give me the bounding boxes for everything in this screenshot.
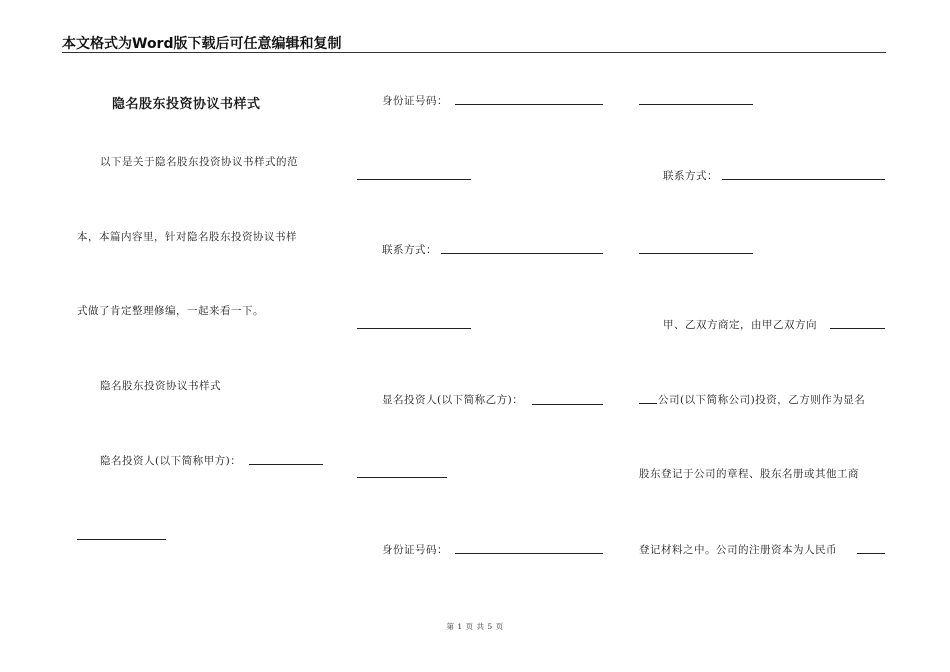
id-number-blank-1 [455,104,603,105]
agreement-line: 甲、乙双方商定，由甲乙双方向 [663,319,817,331]
section-title: 隐名股东投资协议书样式 [100,380,221,392]
contact-blank-1 [441,253,603,254]
id-number-blank-1-continued [357,179,471,180]
party-a-label: 隐名投资人(以下简称甲方)： [100,455,242,467]
party-b-label: 显名投资人(以下简称乙方)： [382,394,524,406]
intro-line-1: 以下是关于隐名股东投资协议书样式的范 [100,156,298,168]
id-number-blank-2 [455,553,603,554]
id-number-blank-1-tail [639,104,753,105]
document-banner: 本文格式为Word版下载后可任意编辑和复制 [62,36,342,52]
registration-line: 股东登记于公司的章程、股东名册或其他工商 [639,468,859,480]
page-footer: 第 1 页 共 5 页 [446,622,504,631]
party-a-blank [249,464,323,465]
party-b-blank-continued [357,477,447,478]
party-b-blank [532,404,603,405]
company-line: 公司(以下简称公司)投资，乙方则作为显名 [658,394,866,406]
contact-label-2: 联系方式： [663,170,718,182]
investment-target-blank [830,328,885,329]
document-title: 隐名股东投资协议书样式 [112,97,261,112]
capital-line: 登记材料之中。公司的注册资本为人民币 [639,544,837,556]
company-name-blank [639,403,657,404]
contact-blank-2 [722,179,885,180]
contact-blank-1-continued [357,328,471,329]
contact-blank-2-continued [639,253,753,254]
party-a-blank-continued [77,539,166,540]
id-number-label-2: 身份证号码： [382,544,448,556]
capital-amount-blank [857,553,885,554]
id-number-label-1: 身份证号码： [382,95,448,107]
intro-line-2: 本，本篇内容里，针对隐名股东投资协议书样 [77,231,297,243]
intro-line-3: 式做了肯定整理修编，一起来看一下。 [77,305,264,317]
header-divider [62,52,886,53]
contact-label-1: 联系方式： [382,244,437,256]
